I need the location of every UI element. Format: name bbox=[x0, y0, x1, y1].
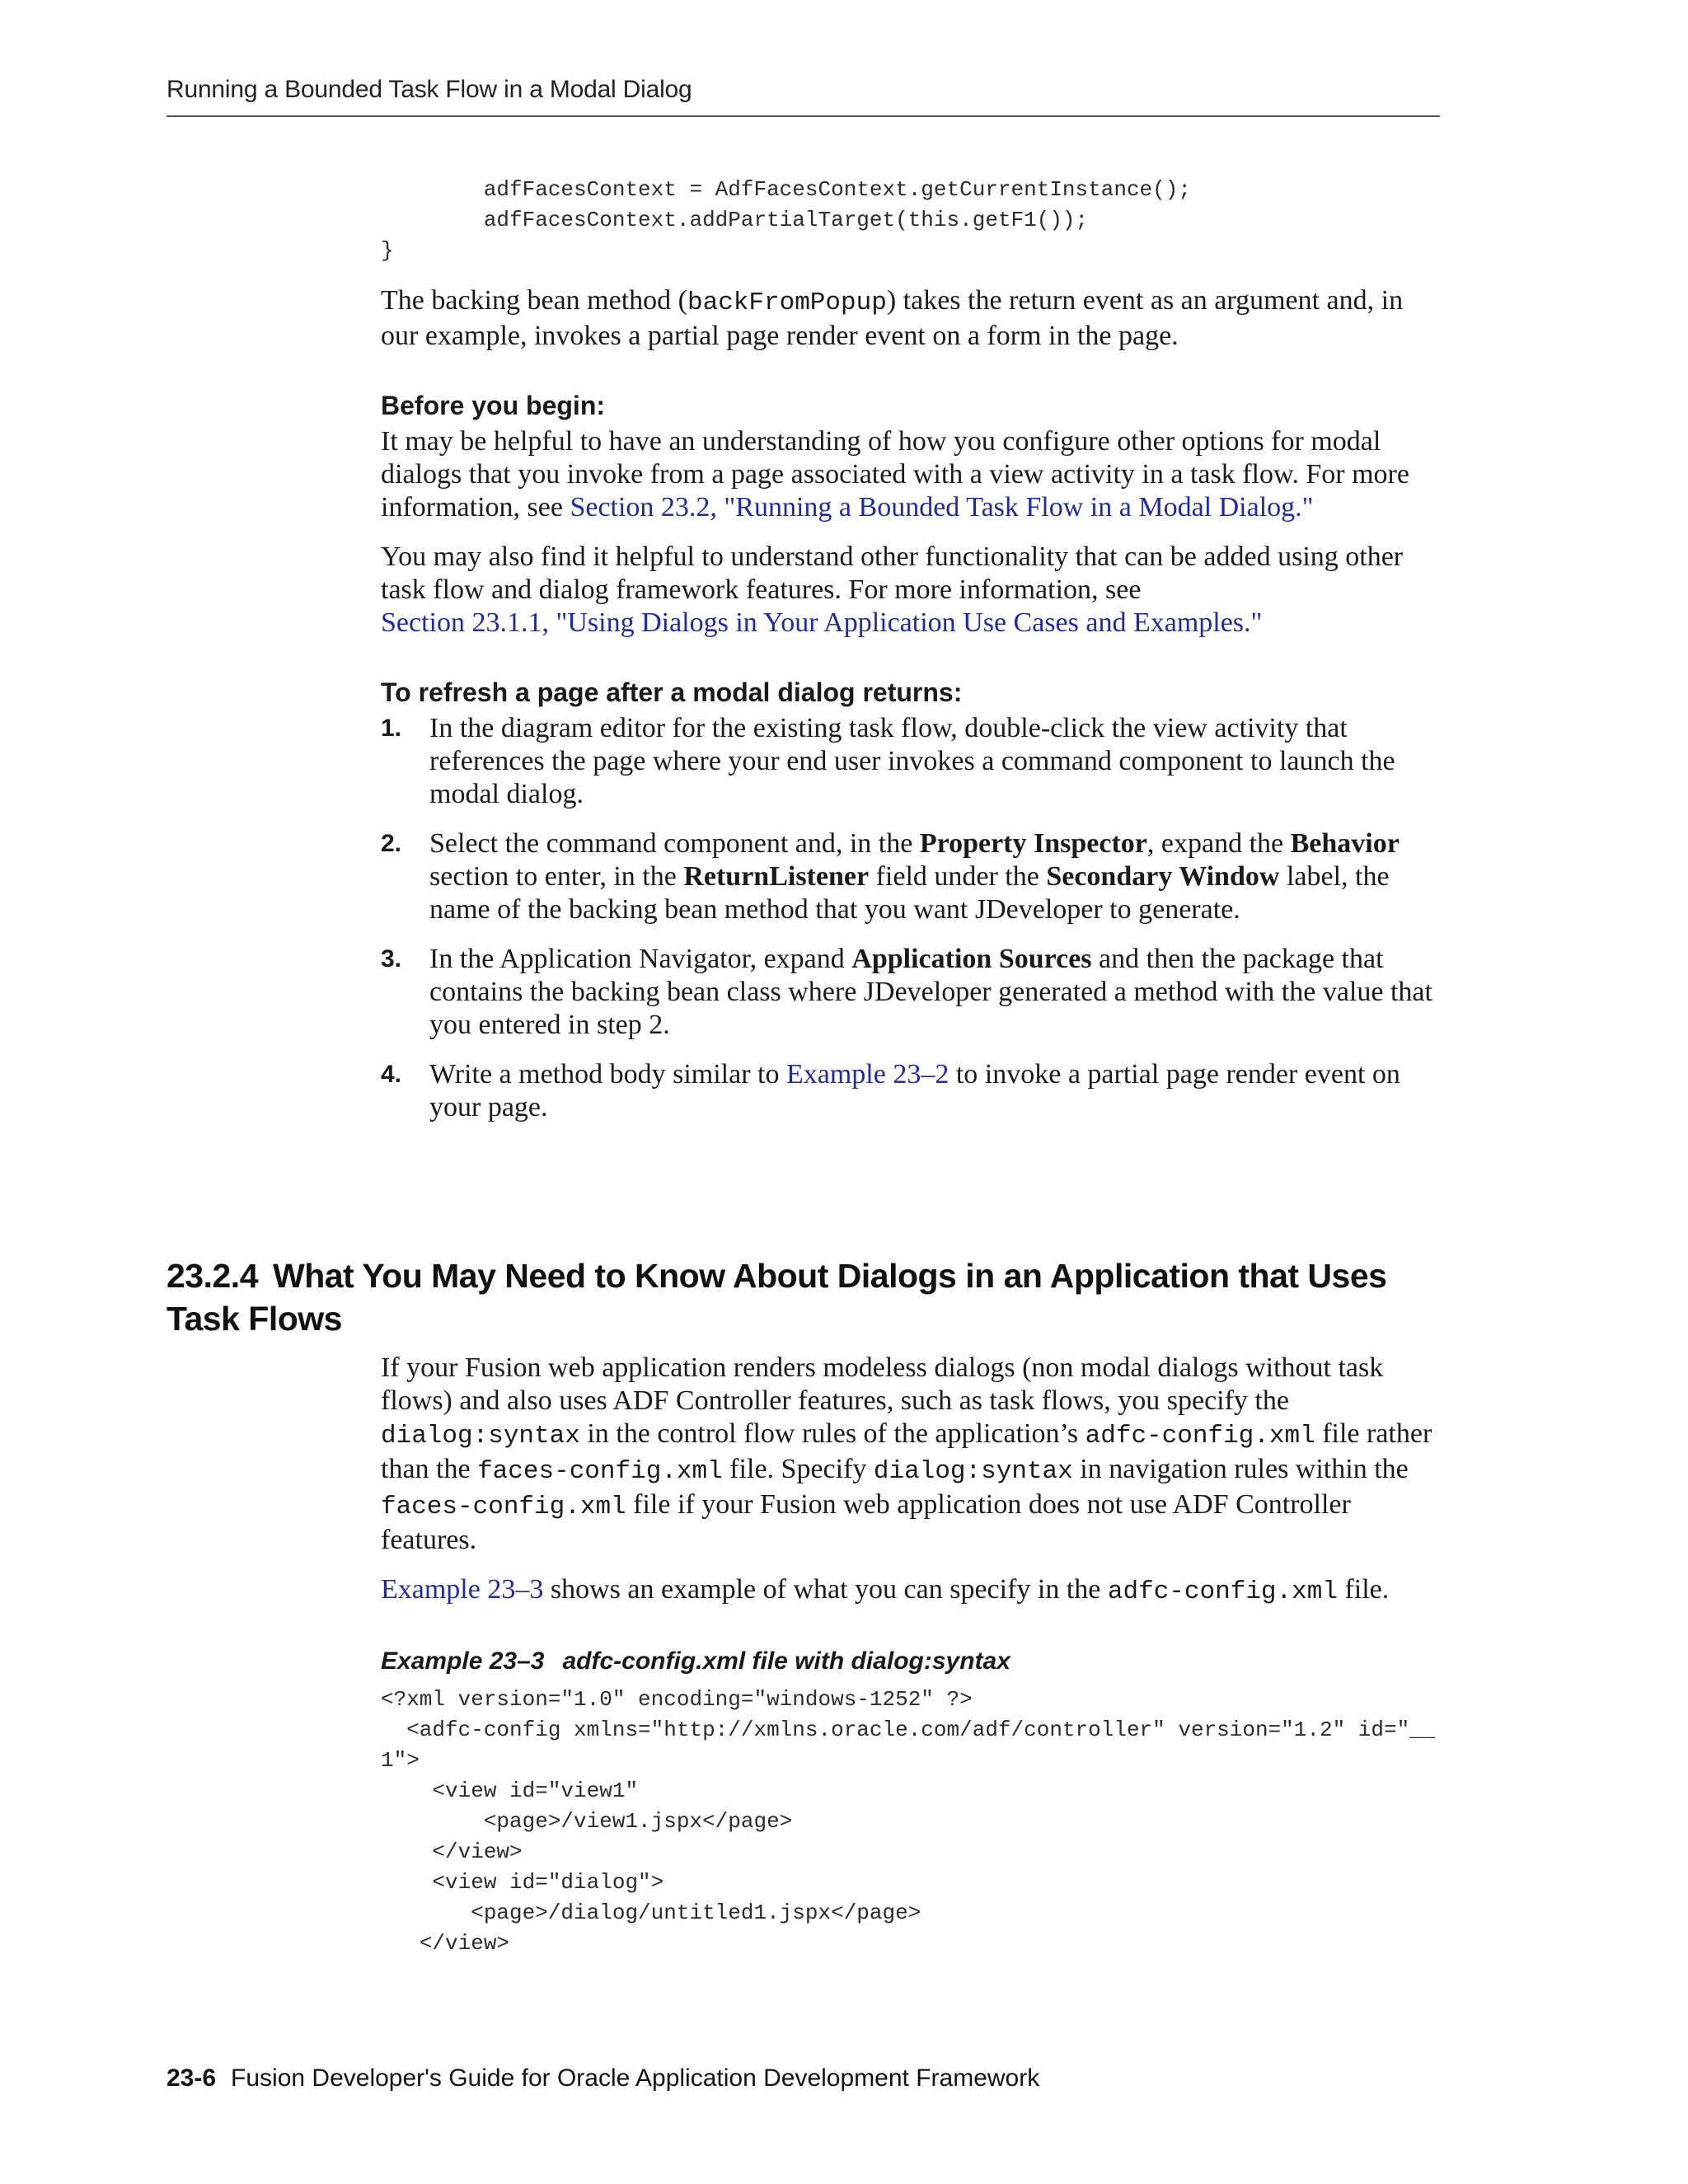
body-text-f: file if your Fusion web application does not use ADF Controller features. bbox=[381, 1489, 1351, 1555]
before-text-1: It may be helpful to have an understanding of how you configure other options for modal dialogs that you invoke from a page associated with a view activity in a task flow. For more information, see bbox=[381, 426, 1409, 523]
link-example-23-2[interactable]: Example 23–2 bbox=[786, 1059, 950, 1090]
code-dialog-syntax-2: dialog:syntax bbox=[873, 1457, 1073, 1486]
example-caption: adfc-config.xml file with dialog:syntax bbox=[562, 1647, 1010, 1675]
example-number: Example 23–3 bbox=[381, 1647, 545, 1675]
step-1-number: 1. bbox=[381, 715, 402, 742]
code-adfc-config-2: adfc-config.xml bbox=[1107, 1577, 1338, 1606]
step-2-text-d: section to enter, in the bbox=[429, 861, 684, 892]
body-text-d: file. Specify bbox=[722, 1454, 874, 1484]
step-2-returnlistener: ReturnListener bbox=[683, 861, 870, 892]
page-footer bbox=[166, 2064, 1039, 2093]
footer-book-title: Fusion Developer's Guide for Oracle Application Development Framework bbox=[231, 2064, 1040, 2092]
code-snippet-top: adfFacesContext = AdfFacesContext.getCurrentInstance(); adfFacesContext.addPartialTarget(this.getF1()); } bbox=[381, 177, 1191, 263]
step-2-behavior: Behavior bbox=[1290, 828, 1400, 859]
procedure-label: To refresh a page after a modal dialog returns: bbox=[381, 677, 963, 707]
code-faces-config-2: faces-config.xml bbox=[381, 1493, 626, 1521]
code-faces-config-1: faces-config.xml bbox=[477, 1457, 723, 1486]
step-4-number: 4. bbox=[381, 1061, 402, 1088]
step-3-text-a: In the Application Navigator, expand bbox=[429, 944, 852, 974]
step-2-text-a: Select the command component and, in the bbox=[429, 828, 920, 859]
step-3-number: 3. bbox=[381, 945, 402, 972]
step-1-text: In the diagram editor for the existing task flow, double-click the view activity that references the page where your end user invokes a command component to launch the modal dialog. bbox=[429, 713, 1395, 809]
example-title bbox=[381, 1645, 1440, 1678]
link-section-23-2[interactable]: Section 23.2, "Running a Bounded Task Flow in a Modal Dialog." bbox=[570, 492, 1314, 523]
body-text-c: file rather than the bbox=[381, 1418, 1432, 1484]
footer-page-number: 23-6 bbox=[166, 2064, 217, 2092]
step-2-property-inspector: Property Inspector bbox=[919, 828, 1147, 859]
code-adfc-config-1: adfc-config.xml bbox=[1085, 1422, 1315, 1451]
step-3 bbox=[381, 943, 1440, 1042]
body-paragraph-1 bbox=[381, 1352, 1440, 1557]
step-4 bbox=[381, 1058, 1440, 1124]
step-2-text-e: field under the bbox=[869, 861, 1047, 892]
step-1 bbox=[381, 712, 1440, 811]
before-begin-label: Before you begin: bbox=[381, 391, 606, 420]
step-2-secondary-window: Secondary Window bbox=[1046, 861, 1280, 892]
link-section-23-1-1[interactable]: Section 23.1.1, "Using Dialogs in Your Application Use Cases and Examples." bbox=[381, 607, 1263, 638]
link-example-23-3[interactable]: Example 23–3 bbox=[381, 1574, 544, 1605]
body-text-2a: shows an example of what you can specify in the bbox=[543, 1574, 1108, 1605]
intro-text-b: ) takes the return event as an argument and, in our example, invokes a partial page render event on a form in the page. bbox=[381, 285, 1404, 351]
step-2-text-f: label, the name of the backing bean method that you want JDeveloper to generate. bbox=[429, 861, 1390, 925]
step-4-text-b: to invoke a partial page render event on your page. bbox=[429, 1059, 1400, 1122]
before-paragraph-2 bbox=[381, 541, 1440, 640]
header-rule bbox=[166, 115, 1440, 117]
body-text-b: in the control flow rules of the application’s bbox=[579, 1418, 1085, 1449]
section-heading bbox=[166, 1254, 1452, 1340]
step-2-text-c: , expand the bbox=[1146, 828, 1291, 859]
section-number: 23.2.4 bbox=[166, 1257, 258, 1295]
intro-paragraph bbox=[381, 284, 1440, 353]
step-2-number: 2. bbox=[381, 830, 402, 857]
before-text-2: You may also find it helpful to understand other functionality that can be added using other task flow and dialog framework features. For more information, see bbox=[381, 541, 1404, 605]
intro-code: backFromPopup bbox=[687, 288, 887, 317]
body-text-2b: file. bbox=[1337, 1574, 1390, 1605]
step-3-application-sources: Application Sources bbox=[851, 944, 1092, 974]
body-text-a: If your Fusion web application renders modeless dialogs (non modal dialogs without task flows) and also uses ADF Controller features, such as task flows, you specify the bbox=[381, 1352, 1384, 1416]
step-2 bbox=[381, 827, 1440, 926]
upper-content bbox=[381, 175, 1440, 1124]
body-paragraph-2 bbox=[381, 1573, 1440, 1609]
body-text-e: in navigation rules within the bbox=[1072, 1454, 1409, 1484]
code-dialog-syntax-1: dialog:syntax bbox=[381, 1422, 580, 1451]
before-paragraph-1 bbox=[381, 425, 1440, 524]
step-4-text-a: Write a method body similar to bbox=[429, 1059, 786, 1090]
example-code-block: <?xml version="1.0" encoding="windows-1252" ?> <adfc-config xmlns="http://xmlns.oracle.com/adf/controller" version="1.2" id="__ 1"> <view id="view1" <page>/view1.jspx</page> </view> <view id="dialog"> <page>/dialog/untitled1.jspx</page> </view> bbox=[381, 1687, 1436, 1956]
lower-content bbox=[381, 1352, 1440, 1959]
running-header: Running a Bounded Task Flow in a Modal Dialog bbox=[166, 76, 692, 103]
procedure-steps bbox=[381, 712, 1440, 1124]
step-3-text-c: and then the package that contains the backing bean class where JDeveloper generated a method with the value that you entered in step 2. bbox=[429, 944, 1432, 1040]
intro-text-a: The backing bean method ( bbox=[381, 285, 687, 316]
section-title: What You May Need to Know About Dialogs in an Application that Uses Task Flows bbox=[166, 1257, 1387, 1338]
